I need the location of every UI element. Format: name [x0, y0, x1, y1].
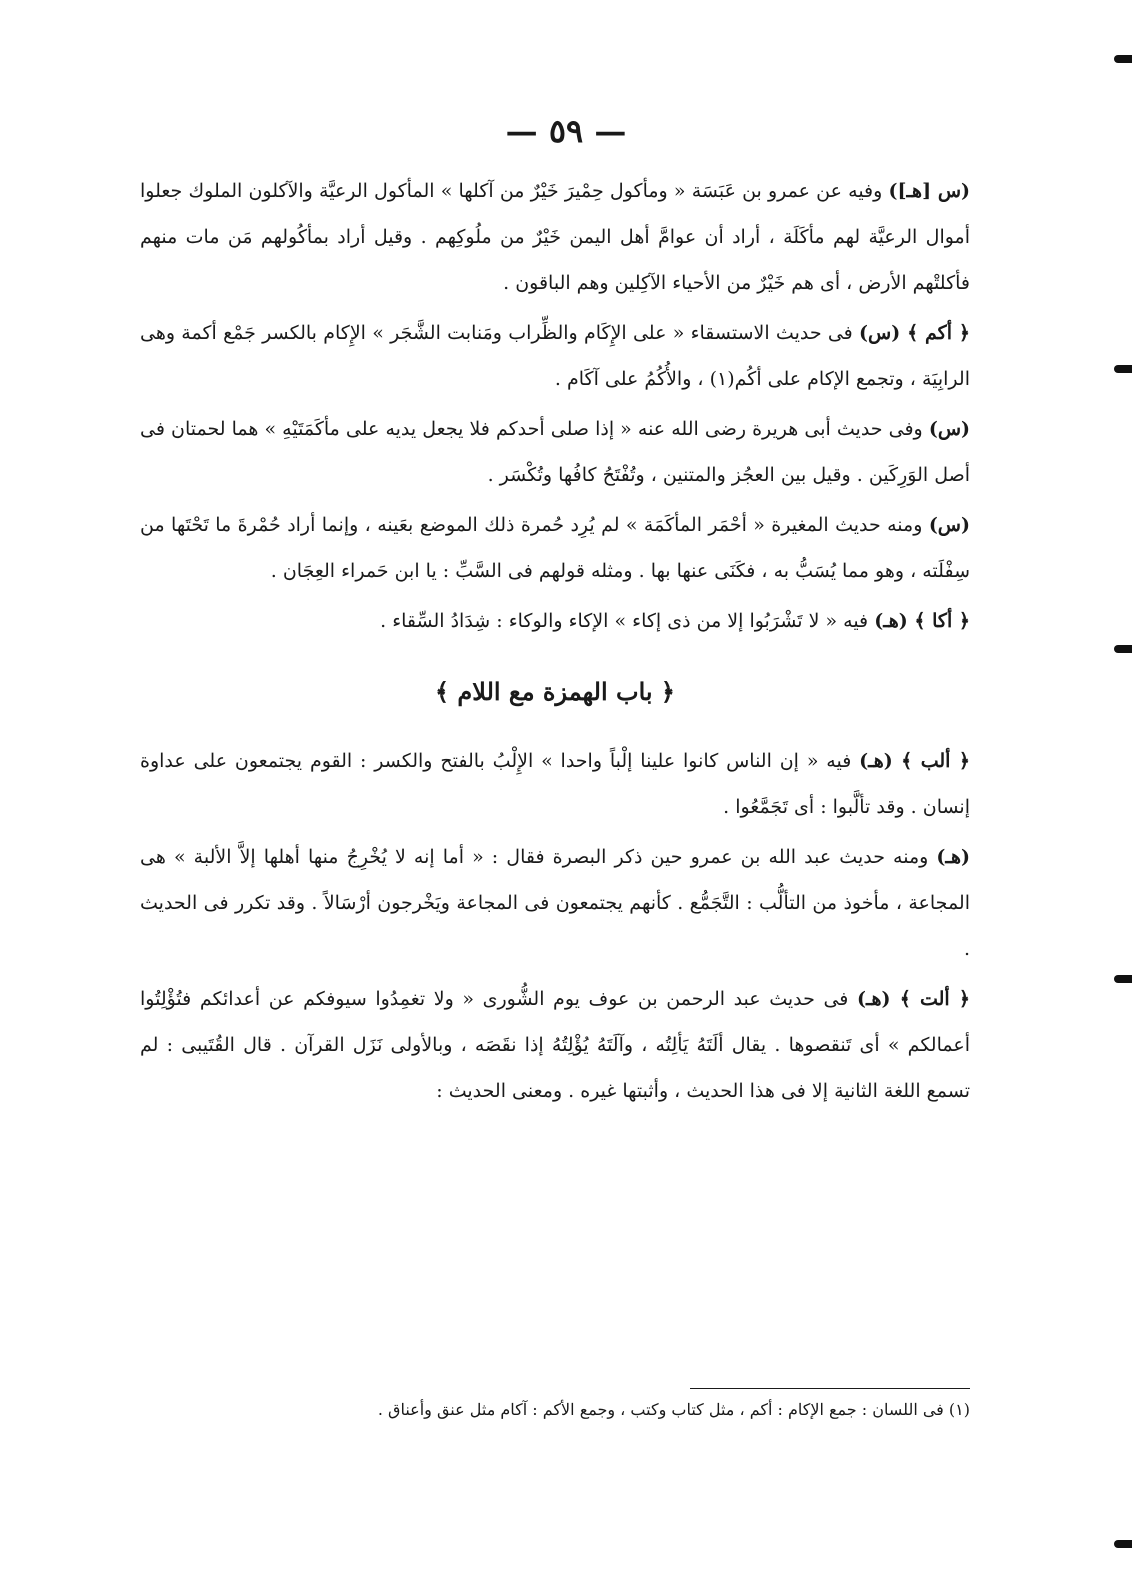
- entry-lead: (س): [928, 418, 971, 440]
- entry-lead: ﴿ أكا ﴾ (هـ): [874, 610, 970, 632]
- scan-edge-mark: [1114, 645, 1132, 653]
- entry-text: فيه « لا تَشْرَبُوا إلا من ذى إكاء » الإكاء والوكاء : شِدَادُ السِّقاء .: [380, 610, 869, 632]
- entry-text: وفيه عن عمرو بن عَبَسَة « ومأكول حِمْيرَ خَيْرٌ من آكلها » المأكول الرعيَّة والآكلون الملوك جعلوا أموال الرعيَّة لهم مأكَلَة ، أراد أن عوامَّ أهل اليمن خَيْرٌ من ملُوكِهم . وقيل أراد بمأكُولهم مَن مات منهم فأكلتْهم الأرض ، أى هم خَيْرٌ من الأحياء الآكِلين وهم الباقون .: [140, 180, 970, 294]
- main-text: [140, 168, 970, 1118]
- footnote: (١) فى اللسان : جمع الإكام : أكم ، مثل كتاب وكتب ، وجمع الأكم : آكام مثل عنق وأعناق .: [377, 1400, 970, 1419]
- entry-lead: ﴿ ألت ﴾ (هـ): [856, 988, 970, 1010]
- entry-lead: ﴿ ألب ﴾ (هـ): [859, 750, 970, 772]
- entry-lead: ﴿ أكم ﴾ (س): [859, 322, 970, 344]
- entry-lead: (س): [928, 514, 970, 536]
- entry-lead: (س [هـ]): [888, 180, 971, 202]
- entry-paragraph: [140, 168, 970, 306]
- entry-text: وفى حديث أبى هريرة رضى الله عنه « إذا صلى أحدكم فلا يجعل يديه على مأكَمَتَيْهِ » هما لحمتان فى أصل الوَرِكَين . وقيل بين العجُز والمتنين ، وتُفْتَحُ كافُها وتُكْسَر .: [140, 418, 970, 486]
- entry-text: ومنه حديث عبد الله بن عمرو حين ذكر البصرة فقال : « أما إنه لا يُخْرِجُ منها أهلها إلاَّ الألبة » هى المجاعة ، مأخوذ من التألُّب : التَّجَمُّع . كأنهم يجتمعون فى المجاعة ويَخْرجون أرْسَالاً . وقد تكرر فى الحديث .: [140, 846, 970, 960]
- scan-edge-mark: [1114, 975, 1132, 983]
- entry-paragraph: [140, 310, 970, 402]
- entry-text: فيه « إن الناس كانوا علينا إلْباً واحدا » الإِلْبُ بالفتح والكسر : القوم يجتمعون على عداوة إنسان . وقد تألَّبوا : أى تَجَمَّعُوا .: [140, 750, 970, 818]
- entry-paragraph: [140, 976, 970, 1114]
- scan-edge-mark: [1114, 365, 1132, 373]
- section-title: ﴿ باب الهمزة مع اللام ﴾: [434, 677, 675, 706]
- entry-text: فى حديث عبد الرحمن بن عوف يوم الشُّورى « ولا تغمِدُوا سيوفكم عن أعدائكم فتُؤْلِتُوا أعمالكم » أى تَنقصوها . يقال ألَتَهُ يَألِتُه ، وآلَتَهُ يُؤْلِتُهُ إذا نقَصَه ، وبالأولى نَزَل القرآن . قال القُتَيبى : لم تسمع اللغة الثانية إلا فى هذا الحديث ، وأثبتها غيره . ومعنى الحديث :: [140, 988, 970, 1102]
- scan-edge-mark: [1114, 1540, 1132, 1548]
- footnote-divider: [690, 1388, 970, 1389]
- entry-paragraph: [140, 598, 970, 644]
- entry-paragraph: [140, 834, 970, 972]
- entry-lead: (هـ): [936, 846, 970, 868]
- entry-paragraph: [140, 406, 970, 498]
- entry-paragraph: [140, 738, 970, 830]
- page-number: — ٥٩ —: [505, 112, 627, 150]
- scan-edge-mark: [1114, 55, 1132, 63]
- entry-text: ومنه حديث المغيرة « أحْمَر المأكَمَة » لم يُرِد حُمرة ذلك الموضع بعَينه ، وإنما أراد حُمْرةَ ما تَحْتَها من سِفْلَته ، وهو مما يُسَبُّ به ، فكَنَى عنها بها . ومثله قولهم فى السَّبِّ : يا ابن حَمراء العِجَان .: [140, 514, 970, 582]
- entry-paragraph: [140, 502, 970, 594]
- entry-text: فى حديث الاستسقاء « على الإِكَام والظِّراب ومَنابت الشَّجَر » الإِكام بالكسر جَمْع أكمة وهى الرابِيَة ، وتجمع الإكام على أكُم(١) ، والأُكُمُ على آكَام .: [140, 322, 970, 390]
